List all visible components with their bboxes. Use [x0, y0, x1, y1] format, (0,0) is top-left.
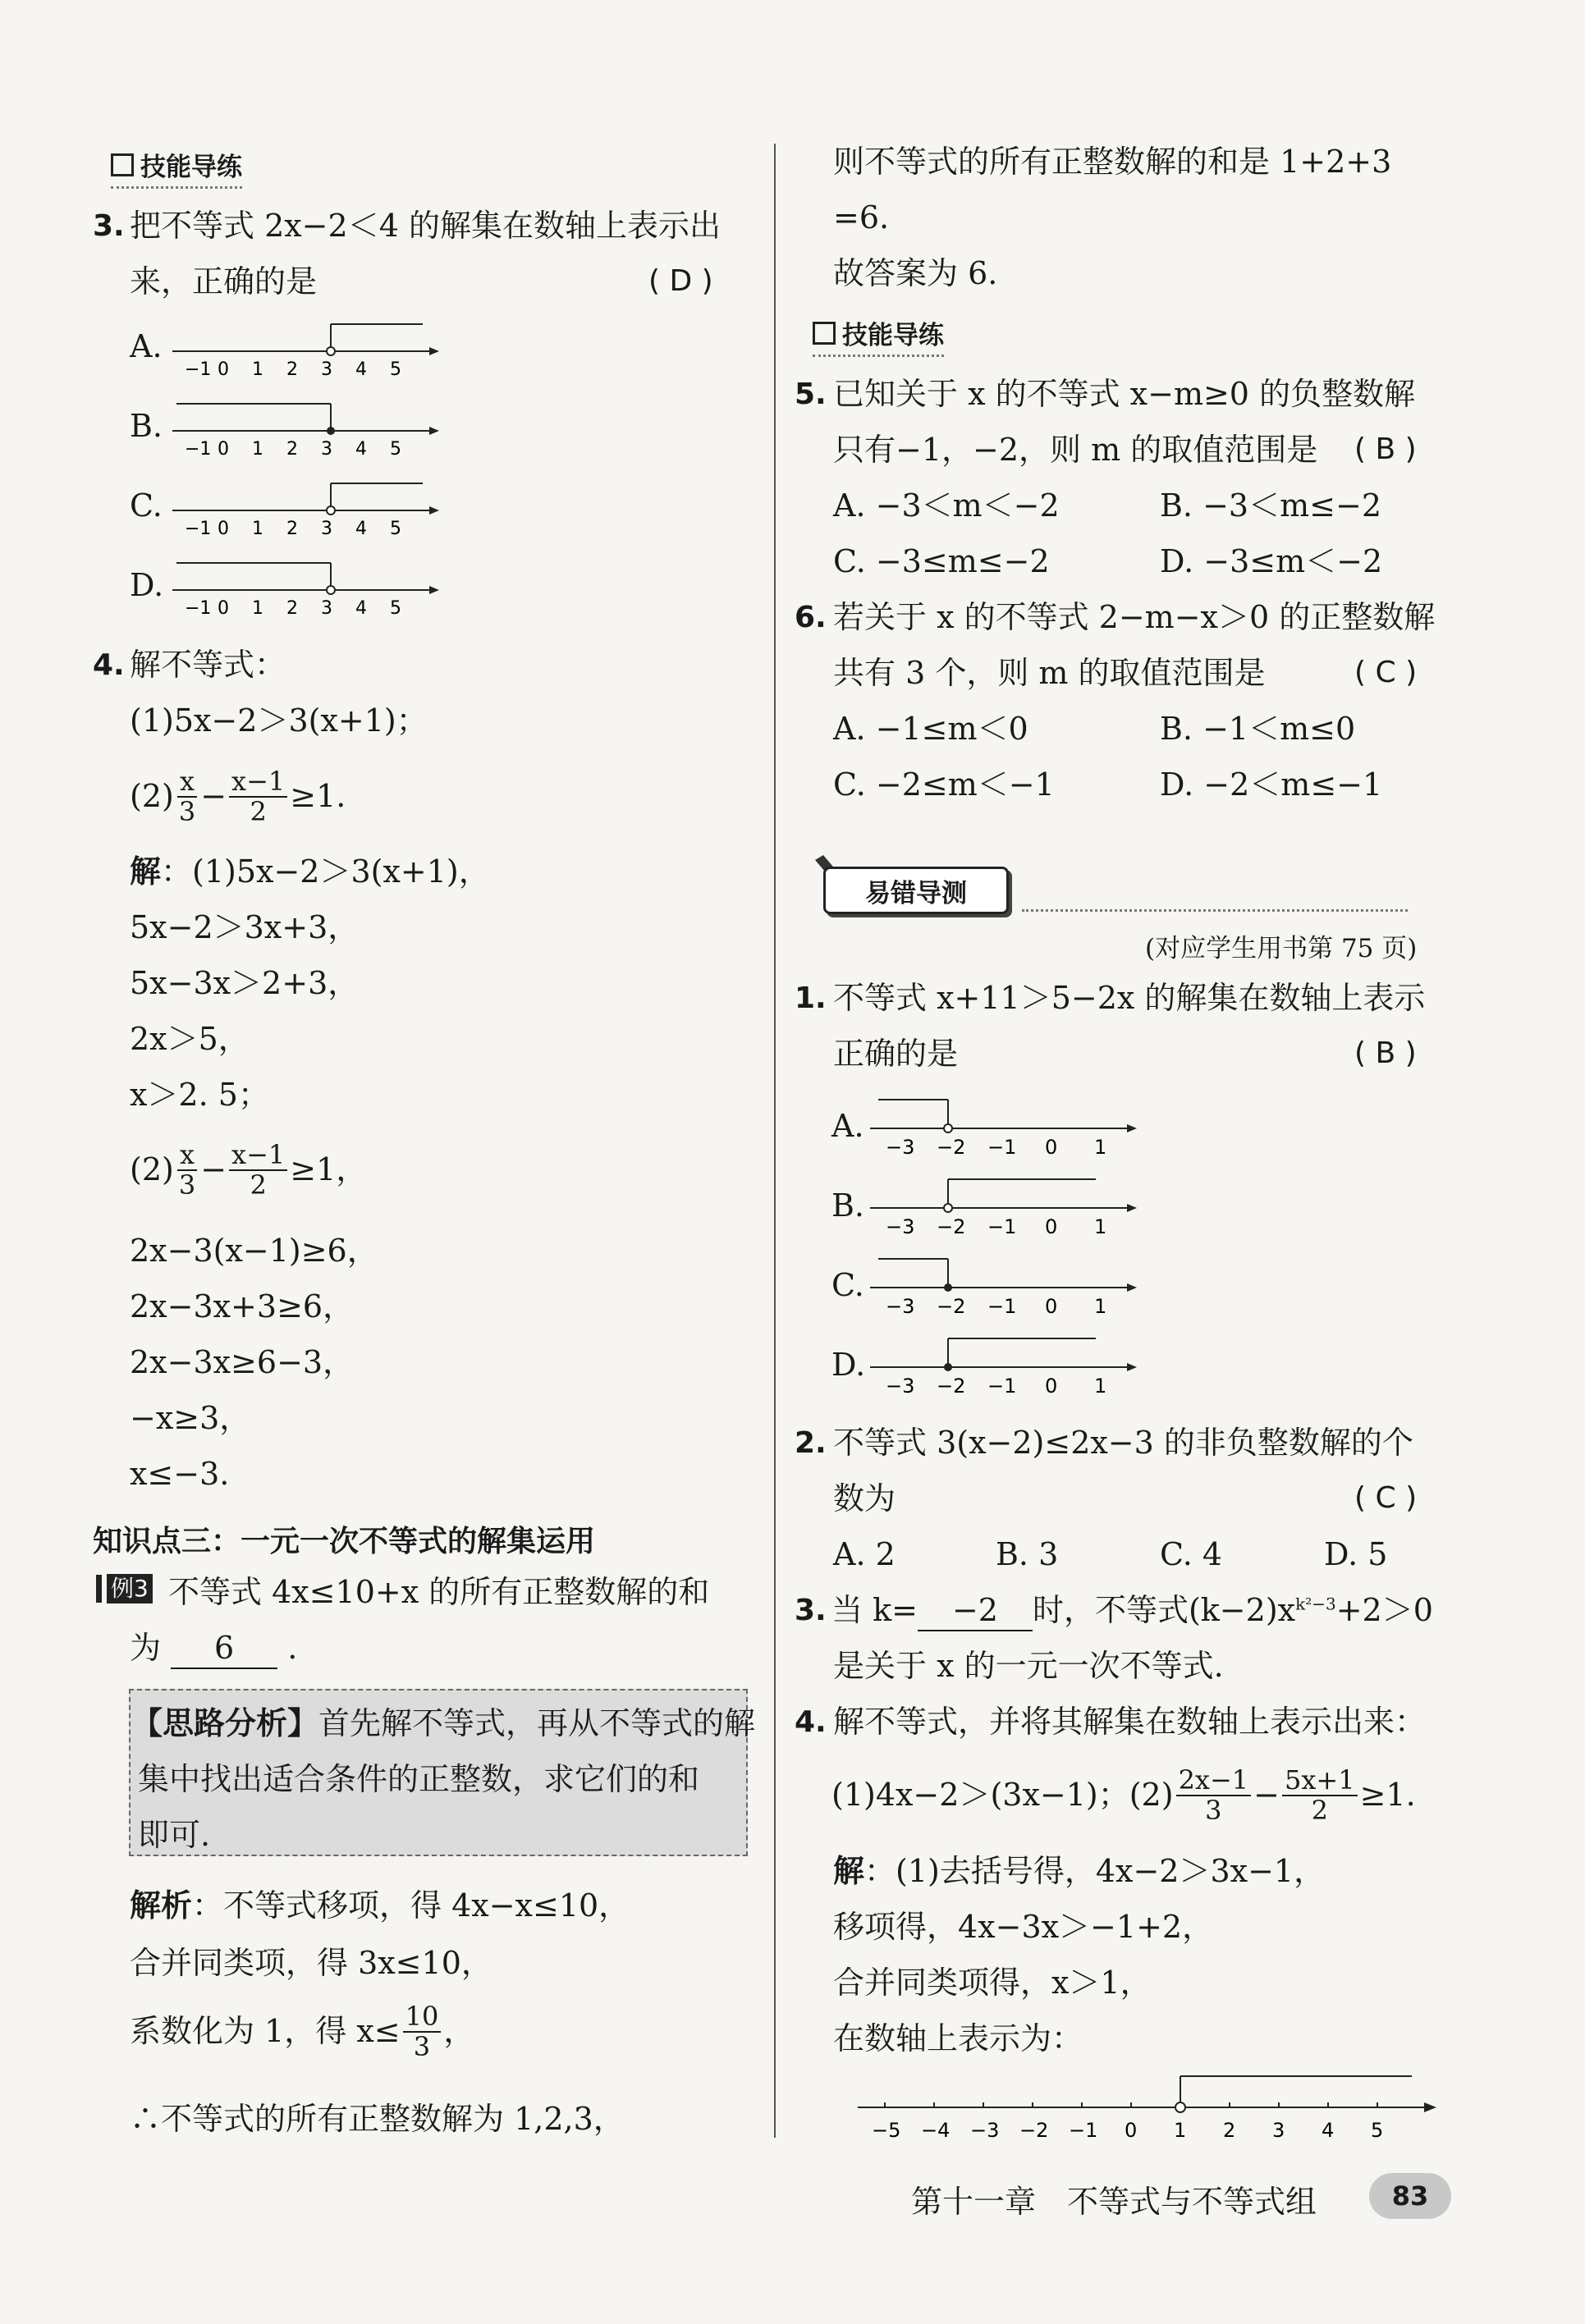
- operator: ≥1，: [290, 1151, 368, 1188]
- explanation-line: [130, 1887, 630, 1925]
- question-text: 只有−1，−2，则 m 的取值范围是: [833, 432, 1318, 468]
- numerator: x: [177, 767, 197, 798]
- tick-label: 1: [1174, 2119, 1187, 2142]
- tick-label: 3: [321, 598, 332, 619]
- number-line-solution: [854, 2068, 1445, 2150]
- tick-label: 5: [390, 519, 401, 539]
- tick-label: 2: [1223, 2119, 1236, 2142]
- solution-step: 5x−3x＞2+3，: [130, 965, 360, 1001]
- denominator: 2: [250, 796, 267, 828]
- tick-label: −4: [921, 2119, 951, 2142]
- tick-label: −3: [886, 1136, 915, 1159]
- tick-label: 0: [1125, 2119, 1138, 2142]
- sub-question-line: [831, 1766, 1416, 1825]
- example-tag: 例3: [107, 1574, 153, 1603]
- solution-step: 合并同类项得，x＞1，: [833, 1965, 1152, 2001]
- section-title: 知识点三：一元一次不等式的解集运用: [93, 1525, 596, 1558]
- edit-icon: [813, 322, 836, 345]
- tick-label: 4: [355, 439, 367, 460]
- skill-header-label: 技能导练: [140, 153, 242, 182]
- answer-choice: ( D ): [648, 264, 713, 298]
- option-label: B.: [130, 408, 163, 444]
- choice-c: C. 4: [1160, 1536, 1223, 1572]
- tick-label: −3: [886, 1375, 915, 1398]
- denominator: 3: [413, 2031, 431, 2063]
- question-text: 不等式 x+11＞5−2x 的解集在数轴上表示: [833, 980, 1426, 1016]
- sub-question-fraction: [130, 767, 346, 826]
- numerator: 2x−1: [1176, 1766, 1252, 1796]
- question-text: 当 k=: [831, 1592, 918, 1628]
- tick-label: −1: [185, 519, 212, 539]
- explanation-text: ：不等式移项，得 4x−x≤10，: [192, 1887, 630, 1924]
- tick-label: −3: [970, 2119, 1000, 2142]
- exponent: k²−3: [1295, 1594, 1336, 1614]
- chapter-footer: 第十一章 不等式与不等式组: [911, 2184, 1317, 2220]
- analysis-title: 【思路分析】: [131, 1705, 319, 1741]
- denominator: 3: [178, 1169, 196, 1201]
- fraction: [176, 1141, 198, 1200]
- explanation-fraction-line: [130, 2002, 474, 2061]
- explanation-label: 解析: [130, 1887, 193, 1924]
- question-text: 不等式 3(x−2)≤2x−3 的非负整数解的个: [833, 1425, 1413, 1461]
- fraction: [1282, 1766, 1358, 1825]
- question-text: 正确的是: [833, 1036, 959, 1072]
- explanation-text: ∴不等式的所有正整数解为 1,2,3，: [130, 2101, 625, 2137]
- tick-label: 0: [218, 598, 229, 619]
- choice-a: A. −1≤m＜0: [833, 711, 1028, 747]
- option-label: D.: [831, 1347, 866, 1383]
- denominator: 2: [1311, 1795, 1328, 1827]
- page-number: [1369, 2173, 1451, 2219]
- mistake-title: 易错导测: [865, 878, 967, 908]
- continued-text: 故答案为 6.: [833, 255, 998, 291]
- tick-label: 0: [1045, 1295, 1058, 1318]
- example-text: 不等式 4x≤10+x 的所有正整数解的和: [168, 1574, 710, 1610]
- solution-step: x＞2. 5；: [130, 1077, 269, 1113]
- question-text: 数为: [833, 1480, 896, 1517]
- tick-label: 5: [1371, 2119, 1384, 2142]
- solution-step: 5x−2＞3x+3，: [130, 909, 360, 945]
- continued-text: =6.: [833, 199, 890, 236]
- question-text: +2＞0: [1335, 1592, 1433, 1628]
- numerator: x−1: [229, 767, 287, 798]
- tick-label: 1: [252, 519, 263, 539]
- tick-label: 5: [390, 598, 401, 619]
- explanation-text: 系数化为 1，得 x≤: [130, 2013, 401, 2050]
- fraction: [229, 767, 287, 826]
- tick-label: −3: [886, 1215, 915, 1238]
- question-number: 4.: [795, 1705, 827, 1739]
- skill-practice-header-right: [813, 314, 944, 357]
- solution-step: 2x−3(x−1)≥6，: [130, 1233, 378, 1269]
- denominator: 3: [178, 796, 196, 828]
- tick-label: 3: [321, 439, 332, 460]
- solution-fraction-line: [130, 1141, 367, 1200]
- numerator: 10: [403, 2002, 442, 2033]
- solution-step: 2x−3x≥6−3，: [130, 1344, 355, 1380]
- denominator: 2: [250, 1169, 267, 1201]
- operator: −: [200, 778, 227, 815]
- solution-step: x≤−3.: [130, 1456, 230, 1492]
- page-reference: (对应学生用书第 75 页): [1145, 934, 1418, 963]
- answer-blank: 6: [171, 1630, 277, 1669]
- tick-label: −1: [987, 1136, 1017, 1159]
- question-text: 已知关于 x 的不等式 x−m≥0 的负整数解: [833, 376, 1416, 412]
- question-number: 5.: [795, 377, 827, 411]
- choice-a: A. 2: [833, 1536, 896, 1572]
- tick-label: 1: [1094, 1215, 1107, 1238]
- solution-step: 2x＞5，: [130, 1021, 250, 1057]
- solution-label: 解: [130, 853, 162, 890]
- tick-label: −1: [185, 439, 212, 460]
- tick-label: 4: [1322, 2119, 1335, 2142]
- question-number: 3.: [93, 209, 125, 243]
- question-text: 是关于 x 的一元一次不等式.: [833, 1648, 1224, 1684]
- question-number: 6.: [795, 601, 827, 634]
- tick-label: 2: [286, 598, 298, 619]
- tick-label: 4: [355, 598, 367, 619]
- tick-label: 3: [321, 519, 332, 539]
- tick-label: 0: [218, 439, 229, 460]
- question-number: 3.: [795, 1594, 827, 1627]
- tick-label: −1: [185, 598, 212, 619]
- punctuation: .: [287, 1630, 298, 1666]
- tick-label: −2: [937, 1136, 966, 1159]
- fraction: [176, 767, 198, 826]
- choice-b: B. −1＜m≤0: [1160, 711, 1356, 747]
- question-text: 解不等式，并将其解集在数轴上表示出来：: [833, 1704, 1427, 1740]
- skill-header-label: 技能导练: [842, 321, 944, 350]
- tick-label: 1: [1094, 1295, 1107, 1318]
- fraction: [229, 1141, 287, 1200]
- operator: ≥1.: [290, 778, 346, 815]
- choice-c: C. −2≤m＜−1: [833, 766, 1055, 803]
- option-label: C.: [831, 1267, 864, 1303]
- question-text: 来，正确的是: [130, 263, 318, 300]
- option-label: B.: [831, 1187, 865, 1224]
- numerator: 5x+1: [1282, 1766, 1358, 1796]
- tick-label: −5: [872, 2119, 901, 2142]
- explanation-text: 合并同类项，得 3x≤10，: [130, 1945, 492, 1981]
- tick-label: −1: [987, 1375, 1017, 1398]
- number-line-option-b: [870, 1179, 1137, 1238]
- tick-label: 5: [390, 359, 401, 380]
- option-label: C.: [130, 487, 163, 524]
- tick-label: 3: [1272, 2119, 1285, 2142]
- question-number: 1.: [795, 981, 827, 1015]
- tick-label: 5: [390, 439, 401, 460]
- tick-label: 2: [286, 519, 298, 539]
- number-line-option-a: [172, 324, 439, 380]
- tick-label: 0: [1045, 1136, 1058, 1159]
- number-line-option-a: [870, 1100, 1137, 1159]
- edit-icon: [111, 153, 134, 176]
- option-label: D.: [130, 567, 164, 603]
- option-label: A.: [831, 1108, 864, 1144]
- fraction: [1176, 1766, 1252, 1825]
- example-answer-line: [130, 1630, 297, 1669]
- skill-practice-header-left: [111, 146, 242, 189]
- tick-label: −1: [987, 1215, 1017, 1238]
- tick-label: 4: [355, 359, 367, 380]
- tick-label: 1: [252, 598, 263, 619]
- tick-label: 0: [1045, 1215, 1058, 1238]
- column-divider: [774, 144, 776, 2138]
- example-bar: [96, 1575, 102, 1603]
- tick-label: −1: [185, 359, 212, 380]
- choice-c: C. −3≤m≤−2: [833, 543, 1050, 579]
- question-number: 4.: [93, 648, 125, 682]
- tick-label: 2: [286, 439, 298, 460]
- question-text: 把不等式 2x−2＜4 的解集在数轴上表示出: [130, 208, 721, 244]
- tick-label: −2: [1019, 2119, 1049, 2142]
- tick-label: −3: [886, 1295, 915, 1318]
- tick-label: −2: [937, 1375, 966, 1398]
- sub-question: (1)4x−2＞(3x−1)；(2): [831, 1777, 1174, 1814]
- page-number-text: 83: [1391, 2180, 1429, 2212]
- analysis-line: [131, 1705, 755, 1743]
- solution-step: 移项得，4x−3x＞−1+2，: [833, 1909, 1214, 1945]
- denominator: 3: [1205, 1795, 1222, 1827]
- solution-label: 解: [833, 1853, 865, 1889]
- tick-label: −1: [987, 1295, 1017, 1318]
- tick-label: 1: [1094, 1375, 1107, 1398]
- operator: −: [1253, 1777, 1280, 1814]
- choice-d: D. −3≤m＜−2: [1160, 543, 1383, 579]
- operator: −: [200, 1151, 227, 1188]
- number-line-option-c: [172, 483, 439, 539]
- solution-line: [833, 1853, 1325, 1891]
- punctuation: ，: [443, 2013, 475, 2050]
- answer-choice: ( C ): [1354, 656, 1418, 689]
- solution-line: [130, 853, 490, 891]
- choice-a: A. −3＜m＜−2: [833, 487, 1060, 524]
- analysis-text: 集中找出适合条件的正整数，求它们的和: [138, 1761, 700, 1797]
- tick-label: −2: [937, 1295, 966, 1318]
- number-line-group-m1: [866, 1091, 1145, 1411]
- tick-label: 4: [355, 519, 367, 539]
- number-line-option-c: [870, 1259, 1137, 1318]
- tick-label: 3: [321, 359, 332, 380]
- choice-d: D. 5: [1324, 1536, 1388, 1572]
- option-label: A.: [130, 328, 163, 364]
- answer-choice: ( C ): [1354, 1481, 1418, 1515]
- numerator: x: [177, 1141, 197, 1171]
- number-line-option-d: [870, 1338, 1137, 1398]
- mistake-tag: [823, 867, 1009, 914]
- section-dotted-rule: [1022, 909, 1408, 912]
- answer-blank: −2: [918, 1592, 1033, 1631]
- answer-choice: ( B ): [1354, 432, 1417, 466]
- sub-label: (2): [130, 1151, 174, 1188]
- tick-label: −2: [937, 1215, 966, 1238]
- number-line-group-q3: [168, 316, 447, 628]
- choice-b: B. −3＜m≤−2: [1160, 487, 1381, 524]
- choice-d: D. −2＜m≤−1: [1160, 766, 1383, 803]
- solution-text: ：(1)去括号得，4x−2＞3x−1，: [864, 1853, 1326, 1889]
- fraction: [403, 2002, 442, 2061]
- question-text: 共有 3 个，则 m 的取值范围是: [833, 655, 1266, 691]
- tick-label: 1: [252, 359, 263, 380]
- choice-b: B. 3: [996, 1536, 1059, 1572]
- solution-step: 2x−3x+3≥6，: [130, 1288, 355, 1324]
- question-line: [831, 1592, 1433, 1631]
- sub-label: (2): [130, 778, 174, 815]
- analysis-text: 即可.: [138, 1817, 211, 1853]
- solution-step: −x≥3，: [130, 1400, 251, 1436]
- number-line-option-b: [172, 404, 439, 460]
- tick-label: 2: [286, 359, 298, 380]
- solution-step: 在数轴上表示为：: [833, 2020, 1083, 2056]
- question-text: 时，不等式(k−2)x: [1032, 1592, 1296, 1628]
- numerator: x−1: [229, 1141, 287, 1171]
- analysis-text: 首先解不等式，再从不等式的解: [318, 1705, 756, 1741]
- tick-label: −1: [1069, 2119, 1098, 2142]
- example-text: 为: [130, 1630, 162, 1666]
- mistake-section-header: [809, 852, 1018, 914]
- tick-label: 1: [252, 439, 263, 460]
- tick-label: 0: [1045, 1375, 1058, 1398]
- solution-text: ：(1)5x−2＞3(x+1)，: [161, 853, 490, 890]
- question-text: 若关于 x 的不等式 2−m−x＞0 的正整数解: [833, 599, 1436, 635]
- continued-text: 则不等式的所有正整数解的和是 1+2+3: [833, 144, 1392, 180]
- question-text: 解不等式：: [130, 647, 286, 683]
- question-number: 2.: [795, 1426, 827, 1460]
- tick-label: 0: [218, 519, 229, 539]
- example-label: [96, 1574, 153, 1603]
- number-line-option-d: [172, 563, 439, 619]
- operator: ≥1.: [1359, 1777, 1416, 1814]
- tick-label: 1: [1094, 1136, 1107, 1159]
- tick-label: 0: [218, 359, 229, 380]
- sub-question: (1)5x−2＞3(x+1)；: [130, 702, 428, 739]
- answer-choice: ( B ): [1354, 1036, 1417, 1070]
